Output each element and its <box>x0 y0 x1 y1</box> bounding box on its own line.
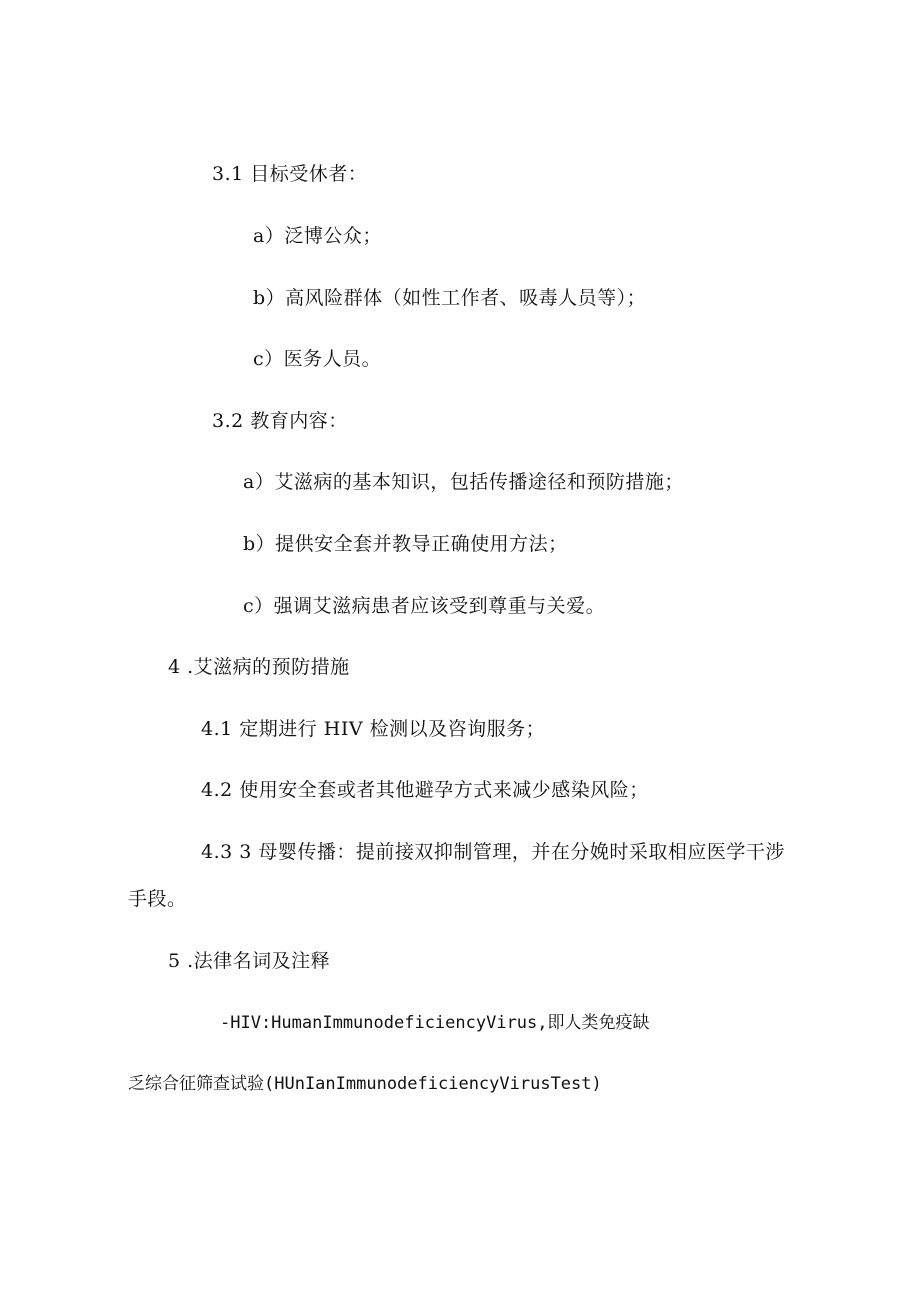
list-item-3-2-b: b）提供安全套并教导正确使用方法； <box>243 533 568 555</box>
paragraph-4-3-continued: 手段。 <box>128 888 187 910</box>
list-item-3-1-a: a）泛博公众； <box>253 225 382 247</box>
section-4-heading: 4 .艾滋病的预防措施 <box>168 656 350 678</box>
list-item-3-1-c: c）医务人员。 <box>253 348 382 370</box>
paragraph-4-2: 4.2 使用安全套或者其他避孕方式来减少感染风险； <box>201 779 649 801</box>
section-5-heading: 5 .法律名词及注释 <box>168 950 331 972</box>
paragraph-4-1: 4.1 定期进行 HIV 检测以及咨询服务； <box>201 718 546 740</box>
list-item-3-2-c: c）强调艾滋病患者应该受到尊重与关爱。 <box>243 595 606 617</box>
hiv-definition-line-1: -HIV:HumanImmunodeficiencyVirus,即人类免疫缺 <box>220 1013 650 1033</box>
section-3-2-heading: 3.2 教育内容： <box>212 410 348 432</box>
list-item-3-1-b: b）高风险群体（如性工作者、吸毒人员等）； <box>253 287 647 309</box>
hiv-definition-line-2: 乏综合征筛查试验(HUnIanImmunodeficiencyVirusTest) <box>128 1074 602 1094</box>
section-3-1-heading: 3.1 目标受休者： <box>212 163 368 185</box>
list-item-3-2-a: a）艾滋病的基本知识，包括传播途径和预防措施； <box>243 471 684 493</box>
paragraph-4-3: 4.3 3 母婴传播：提前接双抑制管理，并在分娩时采取相应医学干涉 <box>201 841 785 863</box>
